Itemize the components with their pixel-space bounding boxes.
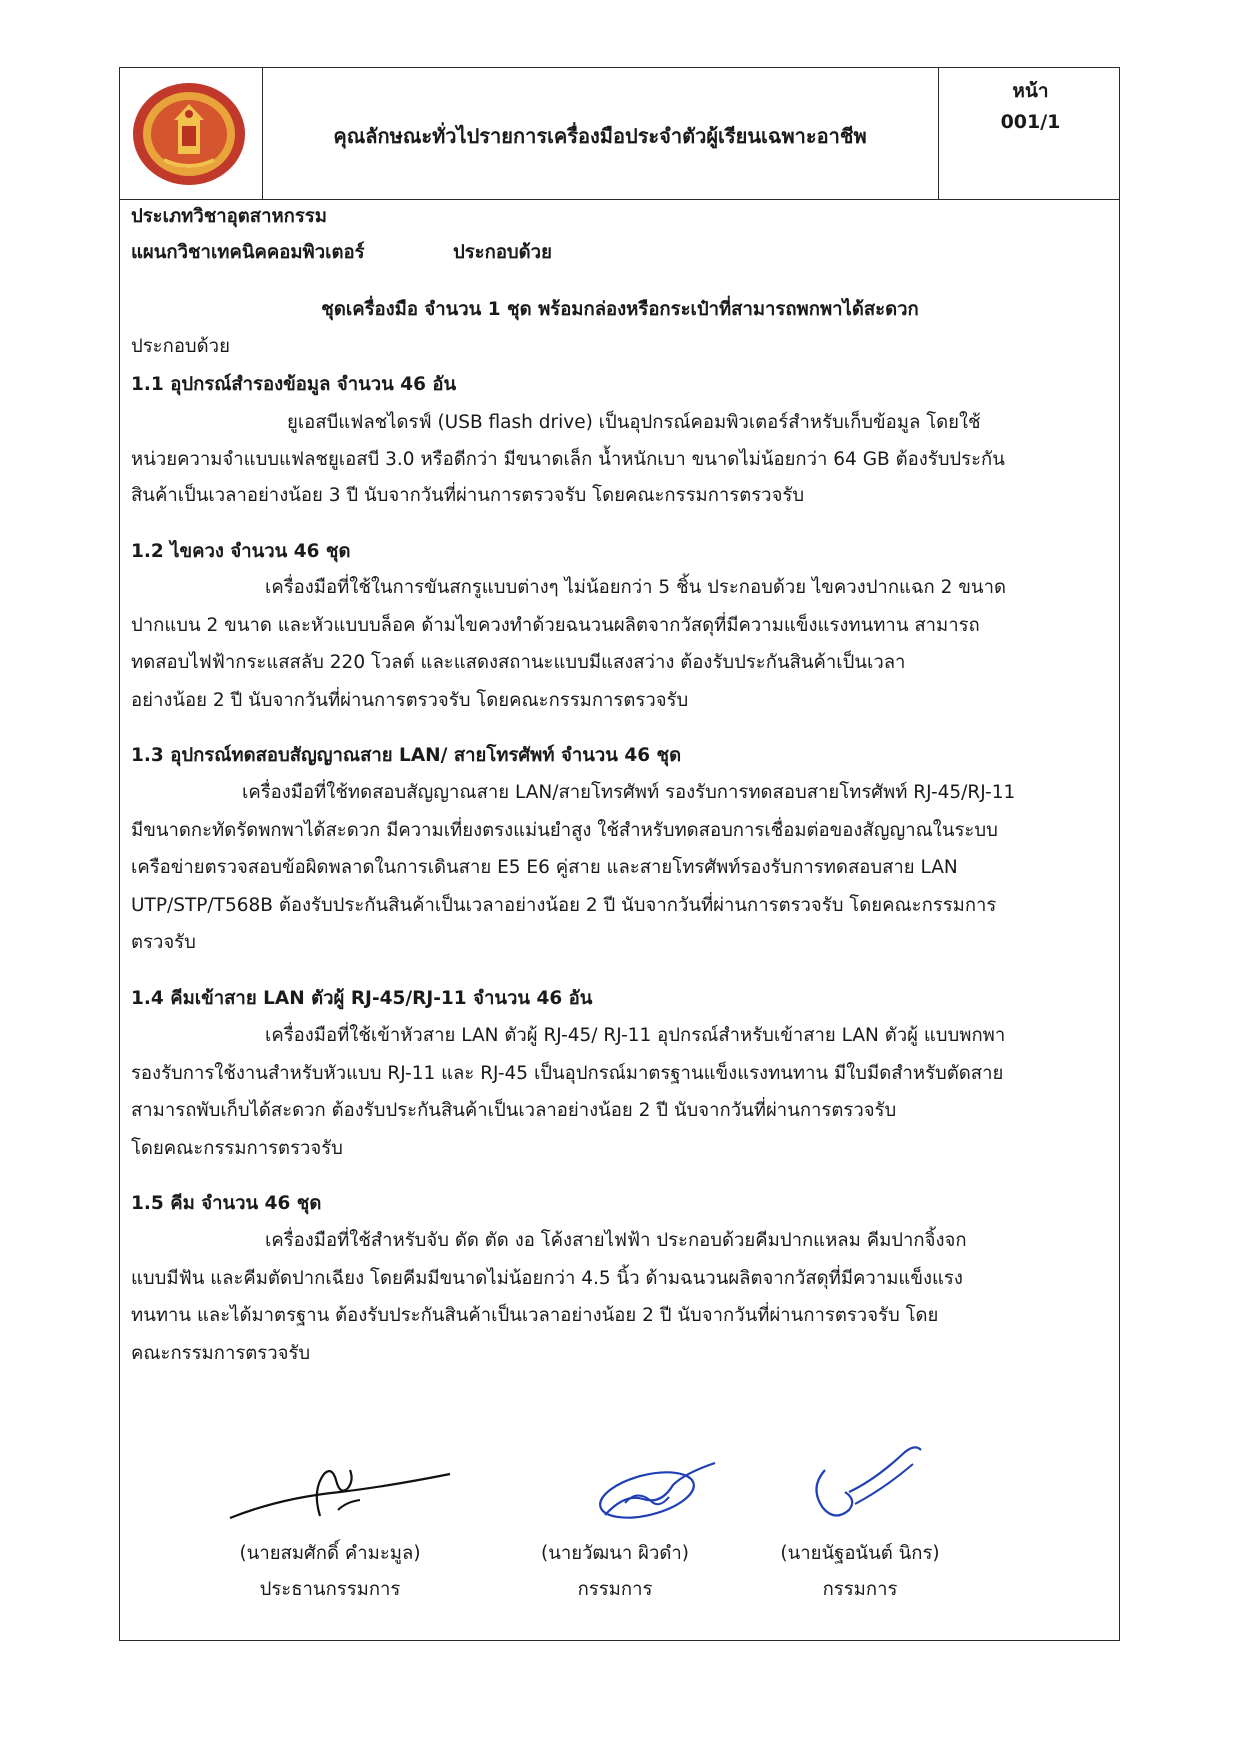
item-heading: 1.2 ไขควง จำนวน 46 ชุด — [131, 541, 351, 562]
item-line: สินค้าเป็นเวลาอย่างน้อย 3 ปี นับจากวันที่ผ่านการตรวจรับ โดยคณะกรรมการตรวจรับ — [131, 485, 805, 506]
signer-role: กรรมการ — [577, 1579, 653, 1600]
item-line: โดยคณะกรรมการตรวจรับ — [131, 1138, 343, 1159]
page-label: หน้า — [1012, 80, 1049, 102]
item-line: สามารถพับเก็บได้สะดวก ต้องรับประกันสินค้าเป็นเวลาอย่างน้อย 2 ปี นับจากวันที่ผ่านการตรวจรับ — [131, 1100, 897, 1121]
logo-cell — [120, 68, 263, 199]
item-heading: 1.1 อุปกรณ์สำรองข้อมูล จำนวน 46 อัน — [131, 374, 457, 395]
signer-name: (นายวัฒนา ผิวดำ) — [541, 1543, 689, 1564]
item-line: ตรวจรับ — [131, 932, 196, 953]
item-line: อย่างน้อย 2 ปี นับจากวันที่ผ่านการตรวจรับ โดยคณะกรรมการตรวจรับ — [131, 690, 689, 711]
page-number-cell — [938, 68, 1122, 199]
item-line: UTP/STP/T568B ต้องรับประกันสินค้าเป็นเวลาอย่างน้อย 2 ปี นับจากวันที่ผ่านการตรวจรับ โดยคณะกรรมการ — [131, 895, 997, 916]
category-label: ประเภทวิชาอุตสาหกรรม — [131, 206, 327, 227]
kit-title: ชุดเครื่องมือ จำนวน 1 ชุด พร้อมกล่องหรือกระเป๋าที่สามารถพกพาได้สะดวก — [321, 299, 919, 320]
item-line: เครื่องมือที่ใช้เข้าหัวสาย LAN ตัวผู้ RJ-45/ RJ-11 อุปกรณ์สำหรับเข้าสาย LAN ตัวผู้ แบบพกพา — [265, 1025, 1006, 1046]
signature-1-icon — [220, 1440, 460, 1530]
item-line: เครือข่ายตรวจสอบข้อผิดพลาดในการเดินสาย E5 E6 คู่สาย และสายโทรศัพท์รองรับการทดสอบสาย LAN — [131, 857, 958, 878]
page-number: 001/1 — [1000, 111, 1061, 133]
item-heading: 1.3 อุปกรณ์ทดสอบสัญญาณสาย LAN/ สายโทรศัพท์ จำนวน 46 ชุด — [131, 745, 682, 766]
item-heading: 1.5 คีม จำนวน 46 ชุด — [131, 1193, 322, 1214]
item-line: หน่วยความจำแบบแฟลชยูเอสบี 3.0 หรือดีกว่า มีขนาดเล็ก น้ำหนักเบา ขนาดไม่น้อยกว่า 64 GB ต้องรับประกัน — [131, 449, 1005, 470]
item-line: รองรับการใช้งานสำหรับหัวแบบ RJ-11 และ RJ-45 เป็นอุปกรณ์มาตรฐานแข็งแรงทนทาน มีใบมีดสำหรับตัดสาย — [131, 1063, 1004, 1084]
item-line: เครื่องมือที่ใช้ทดสอบสัญญาณสาย LAN/สายโทรศัพท์ รองรับการทดสอบสายโทรศัพท์ RJ-45/RJ-11 — [242, 782, 1016, 803]
department-label: แผนกวิชาเทคนิคคอมพิวเตอร์ — [131, 242, 365, 263]
page-title: คุณลักษณะทั่วไปรายการเครื่องมือประจำตัวผู้เรียนเฉพาะอาชีพ — [333, 124, 867, 148]
intro-text: ประกอบด้วย — [131, 336, 230, 357]
signature-2-icon — [585, 1455, 725, 1535]
signature-3-icon — [795, 1440, 935, 1540]
item-heading: 1.4 คีมเข้าสาย LAN ตัวผู้ RJ-45/RJ-11 จำนวน 46 อัน — [131, 988, 593, 1009]
signer-name: (นายนัฐอนันต์ นิกร) — [780, 1543, 940, 1564]
signer-name: (นายสมศักดิ์ คำมะมูล) — [239, 1543, 421, 1564]
item-line: ทดสอบไฟฟ้ากระแสสลับ 220 โวลต์ และแสดงสถานะแบบมีแสงสว่าง ต้องรับประกันสินค้าเป็นเวลา — [131, 652, 906, 673]
signer-role: ประธานกรรมการ — [259, 1579, 401, 1600]
item-line: ปากแบน 2 ขนาด และหัวแบบบล็อค ด้ามไขควงทำด้วยฉนวนผลิตจากวัสดุที่มีความแข็งแรงทนทาน สามารถ — [131, 615, 980, 636]
signer-role: กรรมการ — [822, 1579, 898, 1600]
item-line: คณะกรรมการตรวจรับ — [131, 1343, 311, 1364]
document-header — [120, 68, 1119, 200]
item-line: แบบมีฟัน และคีมตัดปากเฉียง โดยคีมมีขนาดไม่น้อยกว่า 4.5 นิ้ว ด้ามฉนวนผลิตจากวัสดุที่มีความแข็งแรง — [131, 1268, 963, 1289]
item-line: เครื่องมือที่ใช้สำหรับจับ ดัด ตัด งอ โค้งสายไฟฟ้า ประกอบด้วยคีมปากแหลม คีมปากจิ้งจก — [265, 1230, 967, 1251]
item-line: เครื่องมือที่ใช้ในการขันสกรูแบบต่างๆ ไม่น้อยกว่า 5 ชิ้น ประกอบด้วย ไขควงปากแฉก 2 ขนาด — [265, 577, 1006, 598]
item-line: มีขนาดกะทัดรัดพกพาได้สะดวก มีความเที่ยงตรงแม่นยำสูง ใช้สำหรับทดสอบการเชื่อมต่อของสัญญาณในระบบ — [131, 820, 998, 841]
item-line: ทนทาน และได้มาตรฐาน ต้องรับประกันสินค้าเป็นเวลาอย่างน้อย 2 ปี นับจากวันที่ผ่านการตรวจรับ โดย — [131, 1305, 939, 1326]
item-line: ยูเอสบีแฟลชไดรฟ์ (USB flash drive) เป็นอุปกรณ์คอมพิวเตอร์สำหรับเก็บข้อมูล โดยใช้ — [287, 412, 981, 433]
seal-logo-icon — [130, 80, 248, 188]
department-suffix: ประกอบด้วย — [453, 242, 552, 263]
